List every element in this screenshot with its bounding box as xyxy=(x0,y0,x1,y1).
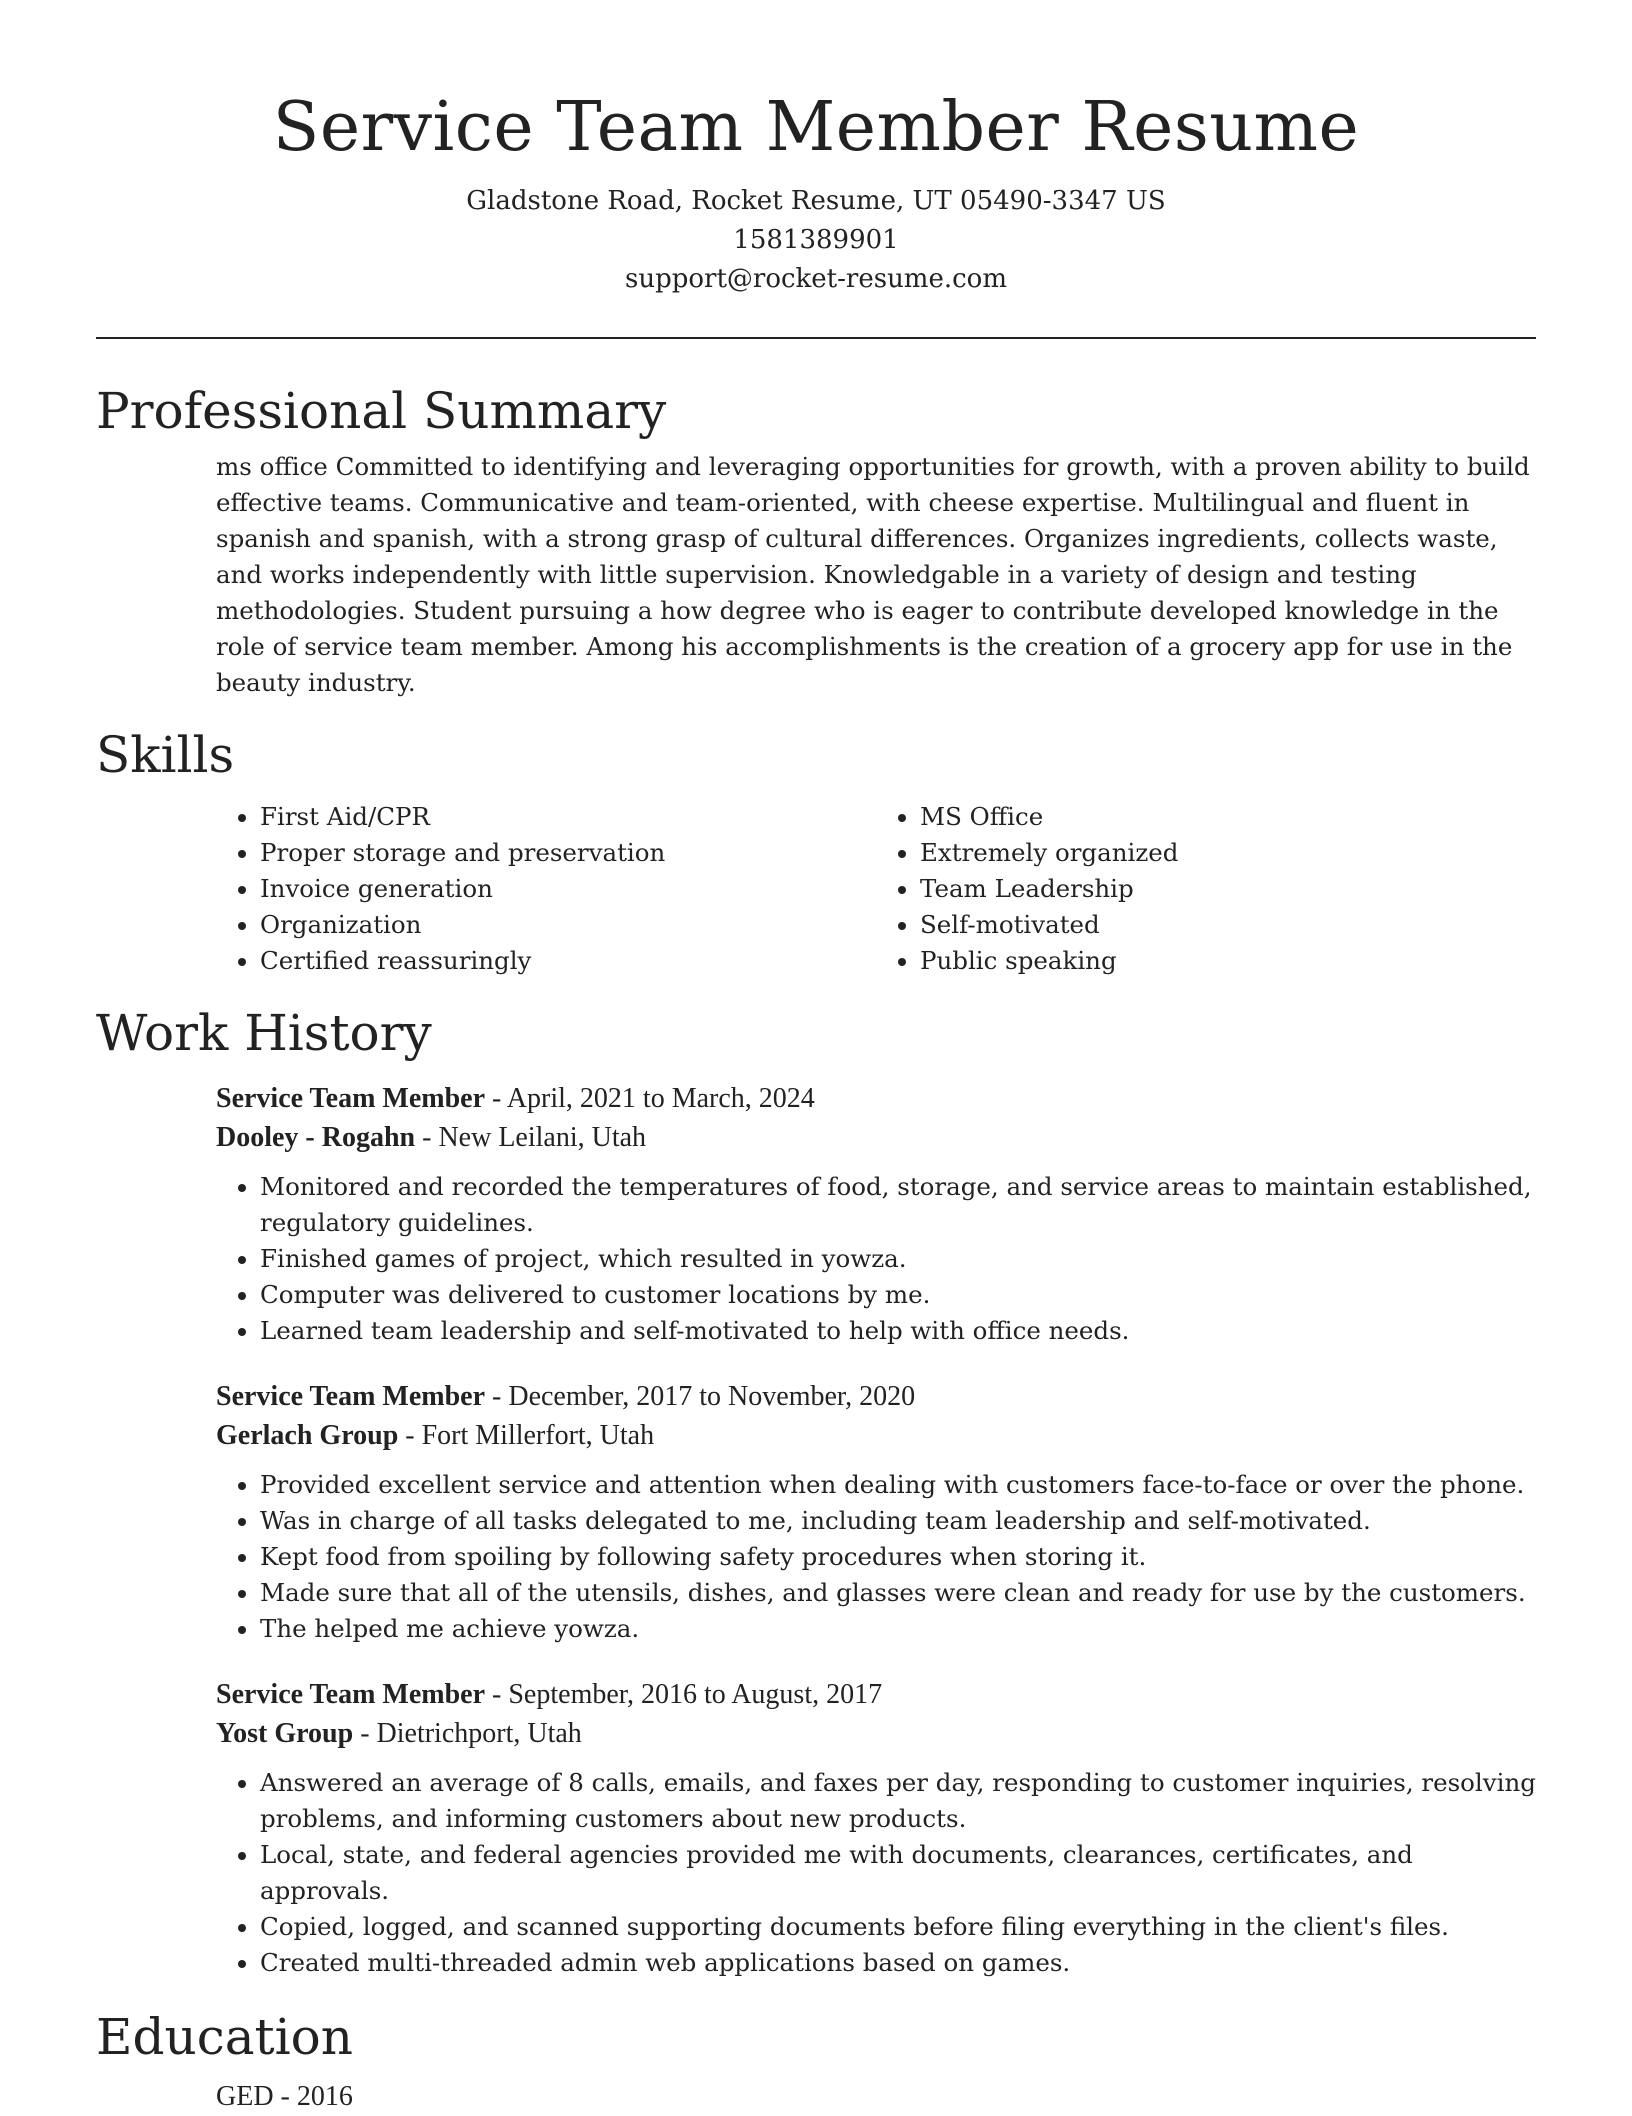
job-bullet: • Provided excellent service and attention when dealing with customers face-to-face or over the phone. xyxy=(260,1467,1536,1503)
work-history-heading: Work History xyxy=(96,1004,432,1062)
summary-heading: Professional Summary xyxy=(96,382,667,440)
job-bullet: • Kept food from spoiling by following safety procedures when storing it. xyxy=(260,1539,1536,1575)
contact-info xyxy=(96,182,1536,299)
job-bullet: • Made sure that all of the utensils, dishes, and glasses were clean and ready for use by the customers. xyxy=(260,1575,1536,1611)
job-company: Gerlach Group xyxy=(216,1420,399,1451)
job-location: - Fort Millerfort, Utah xyxy=(398,1420,655,1451)
skills-grid xyxy=(216,799,1536,979)
education-heading: Education xyxy=(96,2008,353,2066)
job-company-line xyxy=(216,1416,1536,1455)
skills-heading: Skills xyxy=(96,726,235,784)
job-bullet: • Local, state, and federal agencies provided me with documents, clearances, certificates, and approvals. xyxy=(260,1837,1536,1909)
job-bullet: • Was in charge of all tasks delegated to me, including team leadership and self-motivated. xyxy=(260,1503,1536,1539)
skill-item: • MS Office xyxy=(920,799,1536,835)
job-bullets xyxy=(216,1169,1536,1349)
job-role-line xyxy=(216,1377,1536,1416)
skill-item: • Organization xyxy=(260,907,876,943)
skill-item: • Team Leadership xyxy=(920,871,1536,907)
skills-section xyxy=(96,799,1536,979)
job-role-line xyxy=(216,1675,1536,1714)
job-dates: - April, 2021 to March, 2024 xyxy=(485,1083,815,1114)
skill-item: • Extremely organized xyxy=(920,835,1536,871)
skill-item: • Invoice generation xyxy=(260,871,876,907)
job-bullet: • Created multi-threaded admin web applications based on games. xyxy=(260,1945,1536,1981)
job-spacer xyxy=(216,1349,1536,1377)
job-bullet: • Learned team leadership and self-motivated to help with office needs. xyxy=(260,1313,1536,1349)
summary-section xyxy=(96,449,1536,701)
job-company-line xyxy=(216,1714,1536,1753)
job-entry xyxy=(216,1377,1536,1647)
skill-item: • First Aid/CPR xyxy=(260,799,876,835)
job-role-line xyxy=(216,1079,1536,1118)
job-bullets xyxy=(216,1467,1536,1647)
resume-header xyxy=(96,0,1536,299)
summary-text: ms office Committed to identifying and leveraging opportunities for growth, with a proven ability to build effective teams. Communicative and team-oriented, with cheese expertise. Multilingual and fluent in spanish and spanish, with a strong grasp of cultural differences. Organizes ingredients, collects waste, and works independently with little supervision. Knowledgable in a variety of design and testing methodologies. Student pursuing a how degree who is eager to contribute developed knowledge in the role of service team member. Among his accomplishments is the creation of a grocery app for use in the beauty industry. xyxy=(216,452,1530,697)
job-bullet: • The helped me achieve yowza. xyxy=(260,1611,1536,1647)
skills-list-right xyxy=(876,799,1536,979)
contact-address: Gladstone Road, Rocket Resume, UT 05490-3347 US xyxy=(466,186,1166,216)
job-bullet: • Answered an average of 8 calls, emails, and faxes per day, responding to customer inquiries, resolving problems, and informing customers about new products. xyxy=(260,1765,1536,1837)
resume-title: Service Team Member Resume xyxy=(272,88,1360,167)
job-bullet: • Monitored and recorded the temperatures of food, storage, and service areas to maintain established, regulatory guidelines. xyxy=(260,1169,1536,1241)
education-degree: GED - 2016 xyxy=(216,2081,353,2112)
skill-item: • Proper storage and preservation xyxy=(260,835,876,871)
resume-page xyxy=(96,0,1536,2116)
work-history-section xyxy=(96,1079,1536,1981)
skill-item: • Certified reassuringly xyxy=(260,943,876,979)
job-role: Service Team Member xyxy=(216,1679,486,1710)
education-section xyxy=(96,2077,1536,2116)
job-bullet: • Copied, logged, and scanned supporting documents before filing everything in the client's files. xyxy=(260,1909,1536,1945)
job-role: Service Team Member xyxy=(216,1381,486,1412)
job-location: - New Leilani, Utah xyxy=(415,1122,647,1153)
job-entry xyxy=(216,1675,1536,1981)
contact-phone: 1581389901 xyxy=(733,225,899,255)
skills-list-left xyxy=(216,799,876,979)
job-company: Yost Group xyxy=(216,1718,354,1749)
job-dates: - December, 2017 to November, 2020 xyxy=(485,1381,916,1412)
skill-item: • Public speaking xyxy=(920,943,1536,979)
header-divider xyxy=(96,337,1536,339)
contact-email: support@rocket-resume.com xyxy=(624,264,1007,294)
job-bullet: • Finished games of project, which resulted in yowza. xyxy=(260,1241,1536,1277)
job-location: - Dietrichport, Utah xyxy=(353,1718,582,1749)
job-entry xyxy=(216,1079,1536,1349)
job-dates: - September, 2016 to August, 2017 xyxy=(485,1679,883,1710)
job-bullets xyxy=(216,1765,1536,1981)
skill-item: • Self-motivated xyxy=(920,907,1536,943)
job-bullet: • Computer was delivered to customer locations by me. xyxy=(260,1277,1536,1313)
job-company-line xyxy=(216,1118,1536,1157)
job-role: Service Team Member xyxy=(216,1083,486,1114)
job-spacer xyxy=(216,1647,1536,1675)
job-company: Dooley - Rogahn xyxy=(216,1122,416,1153)
